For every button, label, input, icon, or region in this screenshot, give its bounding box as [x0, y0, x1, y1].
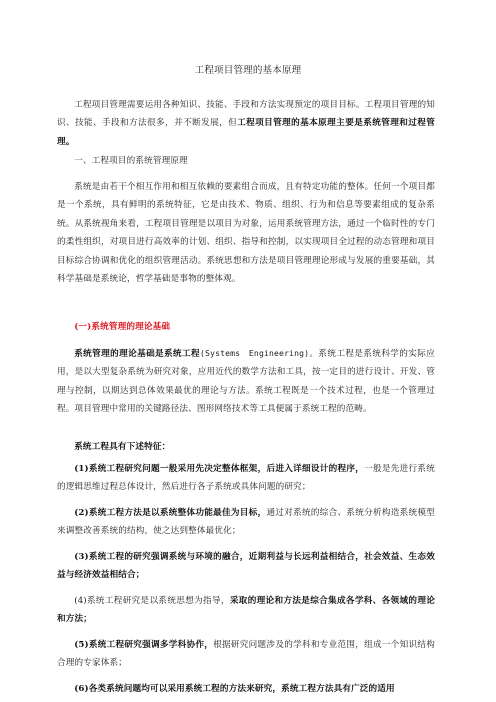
intro-bold-text: 工程项目管理的基本原理主要是系统管理和过程管理。: [57, 118, 435, 147]
p2-english-term: (Systems Engineering): [200, 348, 310, 358]
p2-bold-text: 系统管理的理论基础是系统工程: [74, 349, 200, 359]
feature-4-text: (4)系统工程研究是以系统思想为指导，: [74, 596, 230, 606]
feature-item-5: [57, 636, 435, 673]
feature-6-bold: (6)各类系统问题均可以采用系统工程的方法来研究，系统工程方法具有广泛的适用: [74, 684, 395, 694]
section1-heading: 一、工程项目的系统管理原理: [74, 156, 188, 166]
feature-4-bold: 采取的理论和方法是综合集成各学科、各领域的理论和方法；: [57, 596, 435, 625]
systems-engineering-paragraph: [57, 344, 435, 419]
feature-2-bold: (2)系统工程方法是以系统整体功能最佳为目标，: [74, 508, 267, 518]
intro-text: 工程项目管理需要运用各种知识、技能、手段和方法实现预定的项目目标。工程项目管理的知识、技能、手段和方法很多，并不断发展，但: [57, 100, 435, 129]
feature-2-text: 通过对系统的综合、系统分析构造系统模型来调整改善系统的结构，使之达到整体最优化；: [57, 508, 436, 537]
feature-item-1: [57, 460, 435, 497]
feature-3-bold: (3)系统工程的研究强调系统与环境的融合，近期利益与长远利益相结合，社会效益、生态效益与经济效益相结合；: [57, 552, 435, 581]
feature-1-text: 一般是先进行系统的逻辑思维过程总体设计，然后进行各子系统或具体问题的研究；: [57, 464, 435, 493]
document-title: 工程项目管理的基本原理: [194, 65, 302, 76]
feature-5-bold: (5)系统工程研究强调多学科协作，: [74, 640, 214, 650]
feature-item-6: [57, 680, 435, 698]
feature-1-bold: (1)系统工程研究问题一般采用先决定整体框架，后进入详细设计的程序，: [74, 464, 365, 474]
feature-item-4: [57, 592, 435, 629]
feature-5-text: 根据研究问题涉及的学科和专业范围，组成一个知识结构合理的专家体系；: [57, 640, 435, 669]
features-heading: 系统工程具有下述特征：: [74, 442, 171, 452]
feature-item-2: [57, 504, 435, 541]
intro-paragraph: [57, 96, 435, 151]
feature-item-3: [57, 548, 435, 585]
section1-paragraph: 系统是由若干个相互作用和相互依赖的要素组合而成，且有特定功能的整体。任何一个项目都是一个系统，具有鲜明的系统特征，它是由技术、物质、组织、行为和信息等要素组成的复杂系统。从系统视角来看，工程项目管理是以项目为对象，运用系统管理方法，通过一个临时性的专门的柔性组织，对项目进行高效率的计划、组织、指导和控制，以实现项目全过程的动态管理和项目目标综合协调和优化的组织管理活动。系统思想和方法是项目管理理论形成与发展的重要基础，其科学基础是系统论，哲学基础是事物的整体观。: [57, 182, 435, 285]
subheading-theory-basis: (一)系统管理的理论基础: [74, 322, 171, 332]
p2-body-text: 。系统工程是系统科学的实际应用，是以大型复杂系统为研究对象，应用近代的数学方法和工具，按一定目的进行设计、开发、管理与控制，以期达到总体效果最优的理论与方法。系统工程既是一个技术过程，也是一个管理过程。项目管理中常用的关键路径法、图形网络技术等工具便属于系统工程的范畴。: [57, 349, 435, 415]
